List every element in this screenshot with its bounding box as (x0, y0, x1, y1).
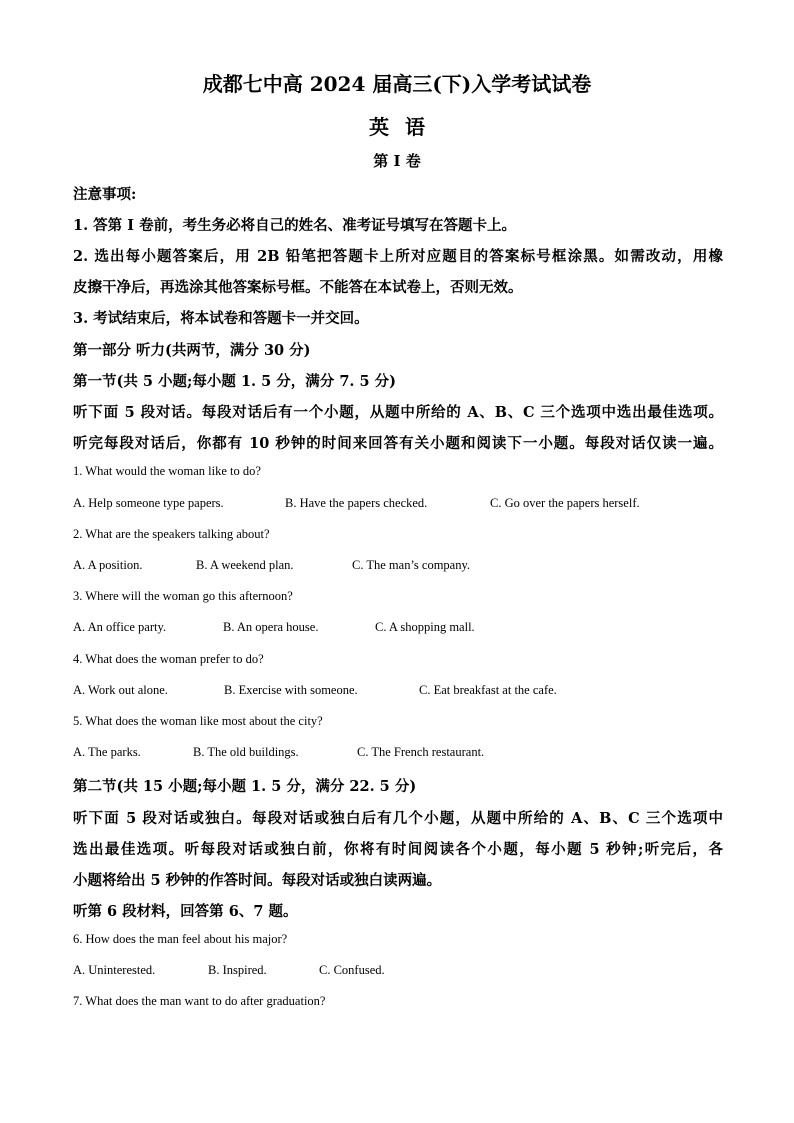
question-6: 6. How does the man feel about his major? (73, 932, 288, 946)
section2-instruction: 选出最佳选项。听每段对话或独白前，你将有时间阅读各个小题，每小题 5 秒钟;听完后，各 (73, 841, 723, 858)
question-2-option-a: A. A position. (73, 558, 143, 572)
question-1-option-c: C. Go over the papers herself. (490, 496, 640, 510)
question-3-option-a: A. An office party. (73, 620, 167, 634)
section1-heading: 第一节(共 5 小题;每小题 1. 5 分，满分 7. 5 分) (73, 373, 396, 390)
question-2: 2. What are the speakers talking about? (73, 527, 270, 541)
exam-title: 成都七中高 2024 届高三(下)入学考试试卷 (202, 72, 592, 96)
volume-label: 第 I 卷 (373, 152, 421, 170)
question-6-option-c: C. Confused. (319, 963, 385, 977)
question-1-option-a: A. Help someone type papers. (73, 496, 224, 510)
question-1: 1. What would the woman like to do? (73, 464, 261, 478)
subject-title: 英语 (369, 115, 441, 139)
question-3-option-b: B. An opera house. (223, 620, 319, 634)
question-2-option-c: C. The man’s company. (352, 558, 471, 572)
question-6-option-a: A. Uninterested. (73, 963, 156, 977)
notice-heading: 注意事项: (73, 186, 137, 203)
question-4-option-a: A. Work out alone. (73, 683, 168, 697)
notice-item: 1. 答第 I 卷前，考生务必将自己的姓名、准考证号填写在答题卡上。 (73, 217, 517, 234)
question-5-option-a: A. The parks. (73, 745, 141, 759)
notice-item: 2. 选出每小题答案后，用 2B 铅笔把答题卡上所对应题目的答案标号框涂黑。如需改动，用橡 (73, 248, 723, 265)
question-5: 5. What does the woman like most about the city? (73, 714, 323, 728)
question-4: 4. What does the woman prefer to do? (73, 652, 264, 666)
question-6-option-b: B. Inspired. (208, 963, 267, 977)
question-4-option-b: B. Exercise with someone. (224, 683, 358, 697)
question-2-option-b: B. A weekend plan. (196, 558, 294, 572)
question-3: 3. Where will the woman go this afternoon? (73, 589, 293, 603)
material-6-heading: 听第 6 段材料，回答第 6、7 题。 (73, 903, 298, 920)
notice-item: 皮擦干净后，再选涂其他答案标号框。不能答在本试卷上，否则无效。 (73, 279, 523, 296)
section2-heading: 第二节(共 15 小题;每小题 1. 5 分，满分 22. 5 分) (73, 778, 417, 795)
question-5-option-b: B. The old buildings. (193, 745, 299, 759)
question-3-option-c: C. A shopping mall. (375, 620, 475, 634)
section2-instruction: 小题将给出 5 秒钟的作答时间。每段对话或独白读两遍。 (73, 872, 442, 889)
section2-instruction: 听下面 5 段对话或独白。每段对话或独白后有几个小题，从题中所给的 A、B、C 三个选项中 (73, 810, 723, 827)
question-1-option-b: B. Have the papers checked. (285, 496, 428, 510)
part1-heading: 第一部分 听力(共两节，满分 30 分) (73, 342, 311, 359)
question-7: 7. What does the man want to do after graduation? (73, 994, 326, 1008)
notice-item: 3. 考试结束后，将本试卷和答题卡一并交回。 (73, 310, 369, 327)
section1-instruction: 听完每段对话后，你都有 10 秒钟的时间来回答有关小题和阅读下一小题。每段对话仅读一遍。 (73, 435, 723, 452)
question-4-option-c: C. Eat breakfast at the cafe. (419, 683, 557, 697)
question-5-option-c: C. The French restaurant. (357, 745, 485, 759)
section1-instruction: 听下面 5 段对话。每段对话后有一个小题，从题中所给的 A、B、C 三个选项中选出最佳选项。 (73, 404, 723, 421)
